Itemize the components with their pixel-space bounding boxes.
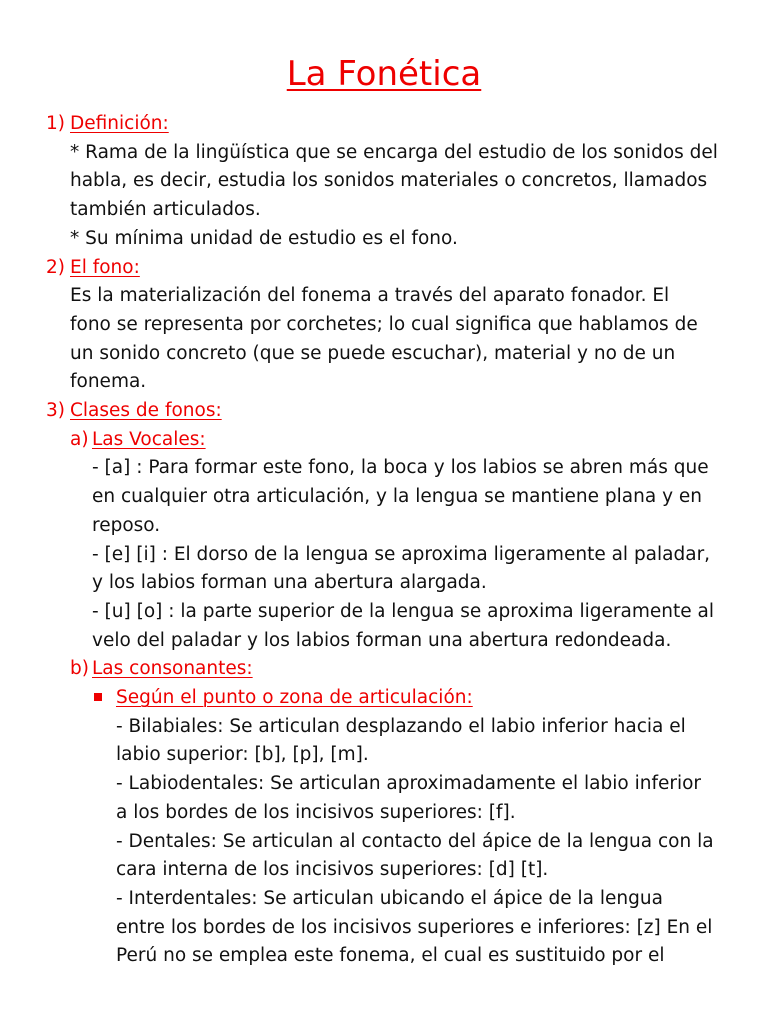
paragraph-line: en cualquier otra articulación, y la lengua se mantiene plana y en xyxy=(92,486,703,508)
subsection-heading-vocales xyxy=(0,426,768,455)
list-marker: 3) xyxy=(46,400,65,422)
paragraph-line: reposo. xyxy=(92,514,161,536)
list-marker: a) xyxy=(70,428,89,450)
heading-text: Las consonantes: xyxy=(92,658,253,680)
paragraph-line: - [a] : Para formar este fono, la boca y los labios se abren más que xyxy=(92,457,709,479)
paragraph-line: entre los bordes de los incisivos superiores e inferiores: [z] En el xyxy=(116,916,713,938)
heading-text: Clases de fonos: xyxy=(70,400,222,422)
bullet-heading-punto-articulacion xyxy=(0,684,768,713)
heading-text: Según el punto o zona de articulación: xyxy=(116,687,473,709)
paragraph-line: Perú no se emplea este fonema, el cual es sustituido por el xyxy=(116,945,665,967)
paragraph-line: * Su mínima unidad de estudio es el fono. xyxy=(70,227,458,249)
heading-text: El fono: xyxy=(70,256,140,278)
paragraph-line: y los labios forman una abertura alargada. xyxy=(92,572,487,594)
list-marker: 2) xyxy=(46,256,65,278)
section-heading-fono xyxy=(0,254,768,283)
paragraph-line: velo del paladar y los labios forman una abertura redondeada. xyxy=(92,629,672,651)
heading-text: Las Vocales: xyxy=(92,428,206,450)
square-bullet-icon xyxy=(94,693,102,701)
heading-text: Definición: xyxy=(70,113,169,134)
paragraph-line: - Labiodentales: Se articulan aproximadamente el labio inferior xyxy=(116,773,702,795)
paragraph-line: labio superior: [b], [p], [m]. xyxy=(116,744,369,766)
paragraph-line: a los bordes de los incisivos superiores: [f]. xyxy=(116,801,516,823)
paragraph-line: fonema. xyxy=(70,371,147,393)
paragraph-line: - [e] [i] : El dorso de la lengua se aproxima ligeramente al paladar, xyxy=(92,543,711,565)
paragraph-line: - [u] [o] : la parte superior de la lengua se aproxima ligeramente al xyxy=(92,600,714,622)
paragraph-line: cara interna de los incisivos superiores: [d] [t]. xyxy=(116,859,549,881)
paragraph-line: - Bilabiales: Se articulan desplazando el labio inferior hacia el xyxy=(116,715,686,737)
page-title: La Fonética xyxy=(286,54,482,94)
paragraph-line: - Interdentales: Se articulan ubicando el ápice de la lengua xyxy=(116,887,663,909)
subsection-heading-consonantes xyxy=(0,655,768,684)
document-body xyxy=(0,110,768,971)
paragraph-line: también articulados. xyxy=(70,199,261,221)
section-heading-clases xyxy=(0,397,768,426)
section-heading-definicion xyxy=(0,110,768,139)
paragraph-line: - Dentales: Se articulan al contacto del ápice de la lengua con la xyxy=(116,830,714,852)
paragraph-line: Es la materialización del fonema a través del aparato fonador. El xyxy=(70,285,670,307)
paragraph-line: un sonido concreto (que se puede escuchar), material y no de un xyxy=(70,342,676,364)
paragraph-line: habla, es decir, estudia los sonidos materiales o concretos, llamados xyxy=(70,170,708,192)
paragraph-line: fono se representa por corchetes; lo cual significa que hablamos de xyxy=(70,313,698,335)
list-marker: 1) xyxy=(46,113,65,134)
paragraph-line: * Rama de la lingüística que se encarga del estudio de los sonidos del xyxy=(70,141,718,163)
list-marker: b) xyxy=(70,658,89,680)
